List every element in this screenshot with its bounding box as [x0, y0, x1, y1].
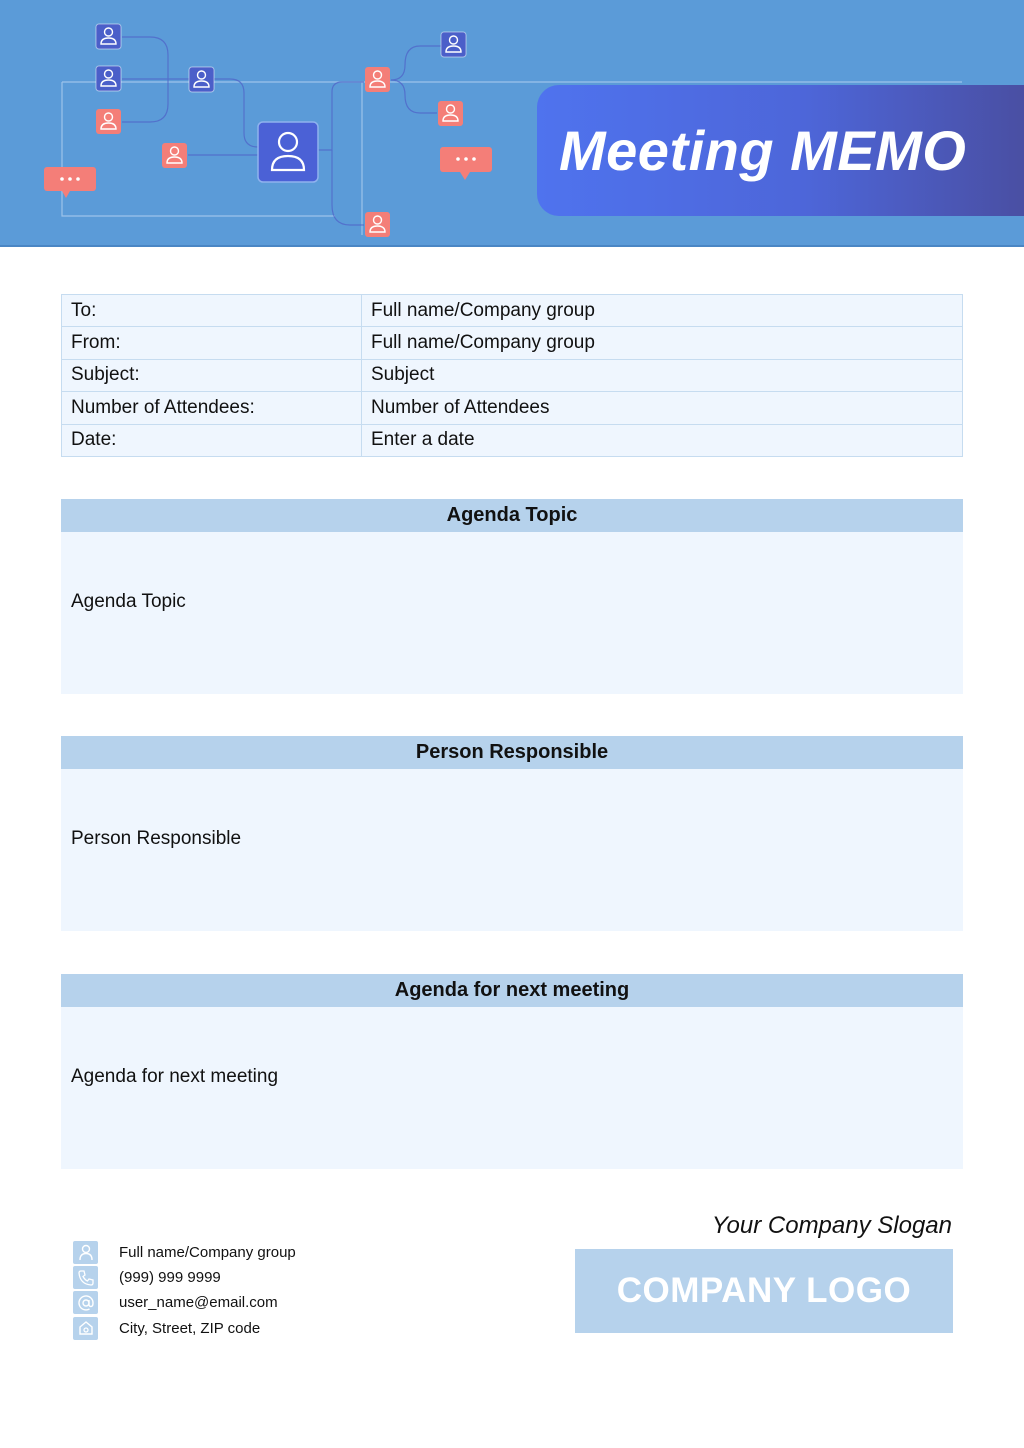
info-value[interactable]: Full name/Company group [362, 295, 963, 327]
person-icon [96, 109, 121, 134]
next-meeting-section [61, 974, 963, 1169]
chat-bubble-icon [44, 167, 96, 198]
user-icon [73, 1241, 98, 1264]
person-icon [96, 24, 121, 49]
info-label: Subject: [62, 359, 362, 391]
person-responsible-section [61, 736, 963, 931]
chat-bubble-icon [440, 147, 492, 180]
info-value[interactable]: Enter a date [362, 424, 963, 456]
phone-icon [73, 1266, 98, 1289]
info-label: To: [62, 295, 362, 327]
contact-address: City, Street, ZIP code [119, 1319, 261, 1337]
section-heading: Person Responsible [61, 736, 963, 769]
contact-name-row [73, 1240, 296, 1265]
contact-name: Full name/Company group [119, 1244, 296, 1262]
person-icon [258, 122, 318, 182]
section-body[interactable]: Agenda for next meeting [71, 1066, 279, 1087]
agenda-topic-section [61, 499, 963, 694]
info-label: From: [62, 327, 362, 359]
person-icon [96, 66, 121, 91]
table-row [62, 327, 963, 359]
company-slogan: Your Company Slogan [711, 1212, 952, 1239]
title-band [537, 85, 1024, 216]
person-icon [162, 143, 187, 168]
home-icon [73, 1317, 98, 1340]
contact-email-row [73, 1290, 296, 1315]
person-icon [365, 212, 390, 237]
contact-address-row [73, 1316, 296, 1341]
company-logo[interactable]: COMPANY LOGO [575, 1249, 953, 1333]
memo-info-table [61, 294, 963, 457]
contact-phone-row [73, 1265, 296, 1290]
section-heading: Agenda Topic [61, 499, 963, 532]
contact-phone: (999) 999 9999 [119, 1269, 221, 1287]
table-row [62, 424, 963, 456]
header-banner [0, 0, 1024, 247]
info-value[interactable]: Full name/Company group [362, 327, 963, 359]
section-body[interactable]: Person Responsible [71, 828, 242, 849]
email-icon [73, 1291, 98, 1314]
person-icon [189, 67, 214, 92]
person-icon [365, 67, 390, 92]
table-row [62, 392, 963, 424]
info-label: Date: [62, 424, 362, 456]
section-heading: Agenda for next meeting [61, 974, 963, 1007]
contact-email: user_name@email.com [119, 1294, 278, 1312]
person-icon [438, 101, 463, 126]
info-value[interactable]: Subject [362, 359, 963, 391]
table-row [62, 295, 963, 327]
section-body[interactable]: Agenda Topic [71, 591, 186, 612]
table-row [62, 359, 963, 391]
contact-block [73, 1240, 296, 1341]
page-title: Meeting MEMO [559, 119, 967, 182]
person-icon [441, 32, 466, 57]
info-label: Number of Attendees: [62, 392, 362, 424]
info-value[interactable]: Number of Attendees [362, 392, 963, 424]
